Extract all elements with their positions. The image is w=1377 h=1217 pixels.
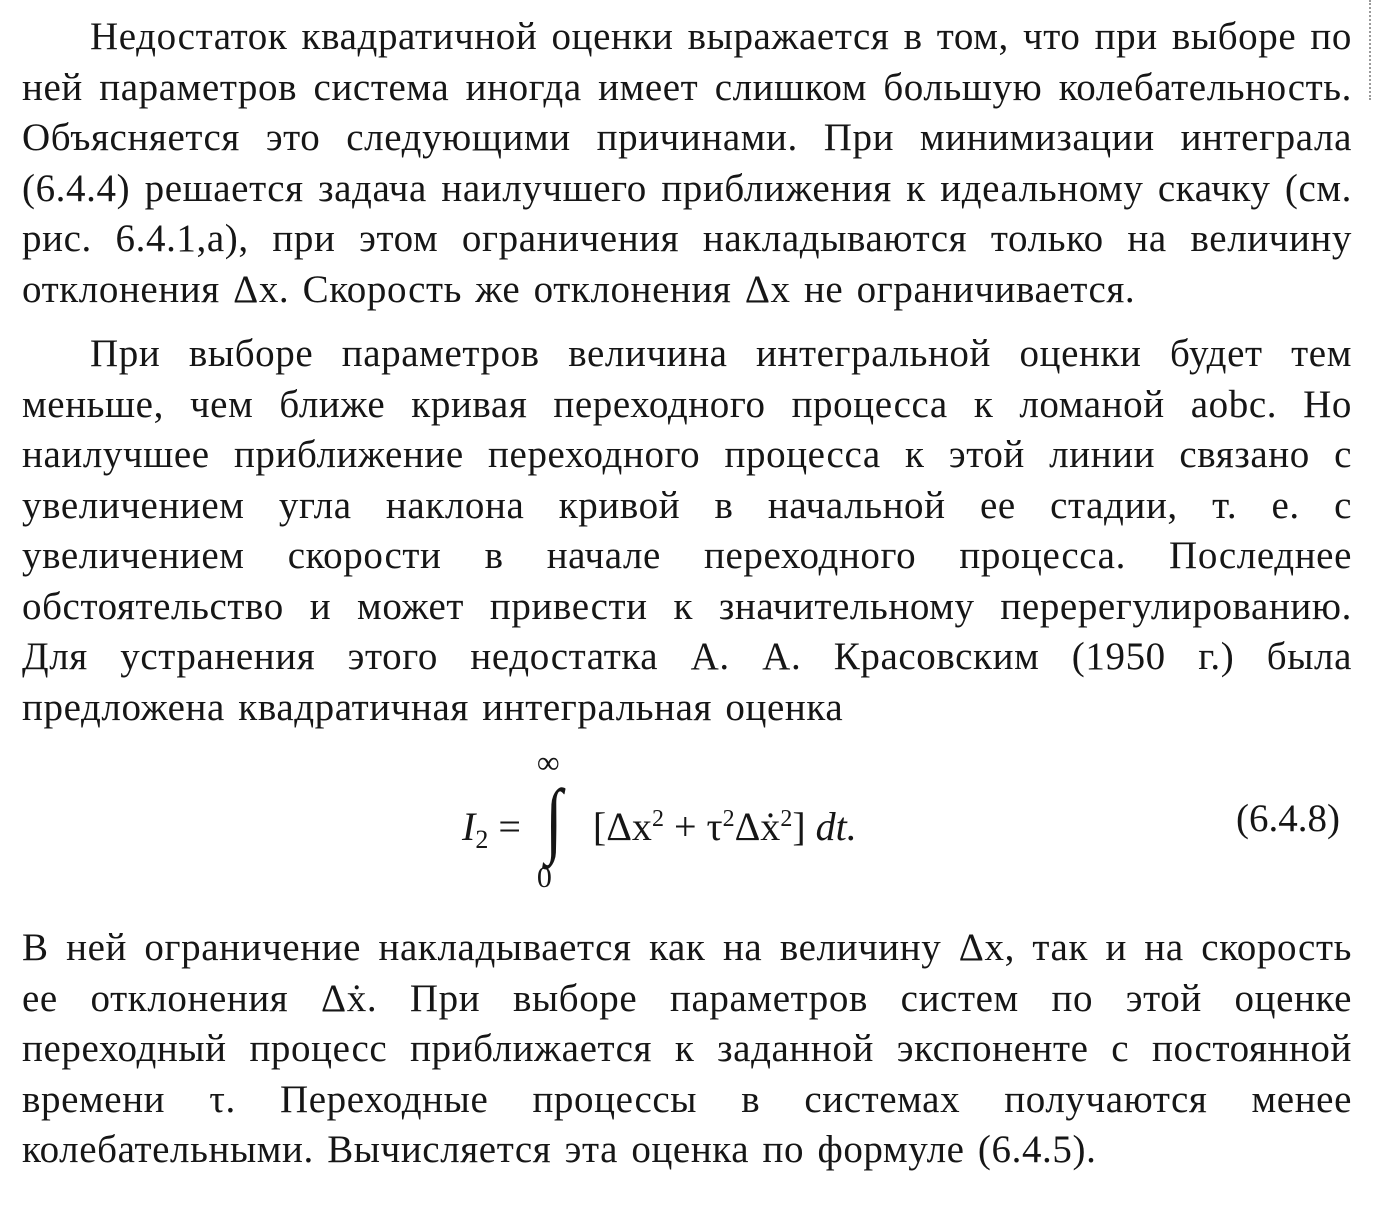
integral-upper-limit: ∞ (536, 744, 560, 780)
equation-lhs-subscript: 2 (475, 825, 489, 854)
equation-equals: = (498, 804, 521, 849)
equation-6-4-8 (22, 733, 1352, 923)
equation-lhs: $I_2$ (462, 804, 489, 854)
paragraph-3: В ней ограничение накладывается как на величину Δx, так и на скорость ее отклонения Δẋ. При выборе параметров систем по этой оценке переходный процесс приближается к заданной экспоненте с постоянной времени τ. Переходные процессы в системах получаются менее колебательными. Вычисляется эта оценка по формуле (6.4.5). (22, 926, 1352, 1171)
margin-scan-mark (1357, 0, 1371, 100)
integral-sign: ∫ (545, 774, 563, 866)
equation-body (462, 744, 857, 894)
integral (531, 744, 577, 894)
page (22, 12, 1352, 1176)
equation-number: (6.4.8) (1236, 797, 1340, 840)
integral-lower-limit: 0 (536, 861, 552, 894)
paragraph-2: При выборе параметров величина интегральной оценки будет тем меньше, чем ближе кривая переходного процесса к ломаной aobc. Но наилучшее приближение переходного процесса к этой линии связано с увеличением угла наклона кривой в начальной ее стадии, т. е. с увеличением скорости в начале переходного процесса. Последнее обстоятельство и может привести к значительному перерегулированию. Для устранения этого недостатка А. А. Красовским (1950 г.) была предложена квадратичная интегральная оценка (22, 332, 1352, 729)
paragraph-1: Недостаток квадратичной оценки выражается в том, что при выборе по ней параметров система иногда имеет слишком большую колебательность. Объясняется это следующими причинами. При минимизации интеграла (6.4.4) решается задача наилучшего приближения к идеальному скачку (см. рис. 6.4.1,а), при этом ограничения накладываются только на величину отклонения Δx. Скорость же отклонения Δx не ограничивается. (22, 15, 1352, 311)
integrand: [$\Delta x^2$ + $\tau^2\Delta ẋ^2$] dt. (592, 804, 857, 849)
